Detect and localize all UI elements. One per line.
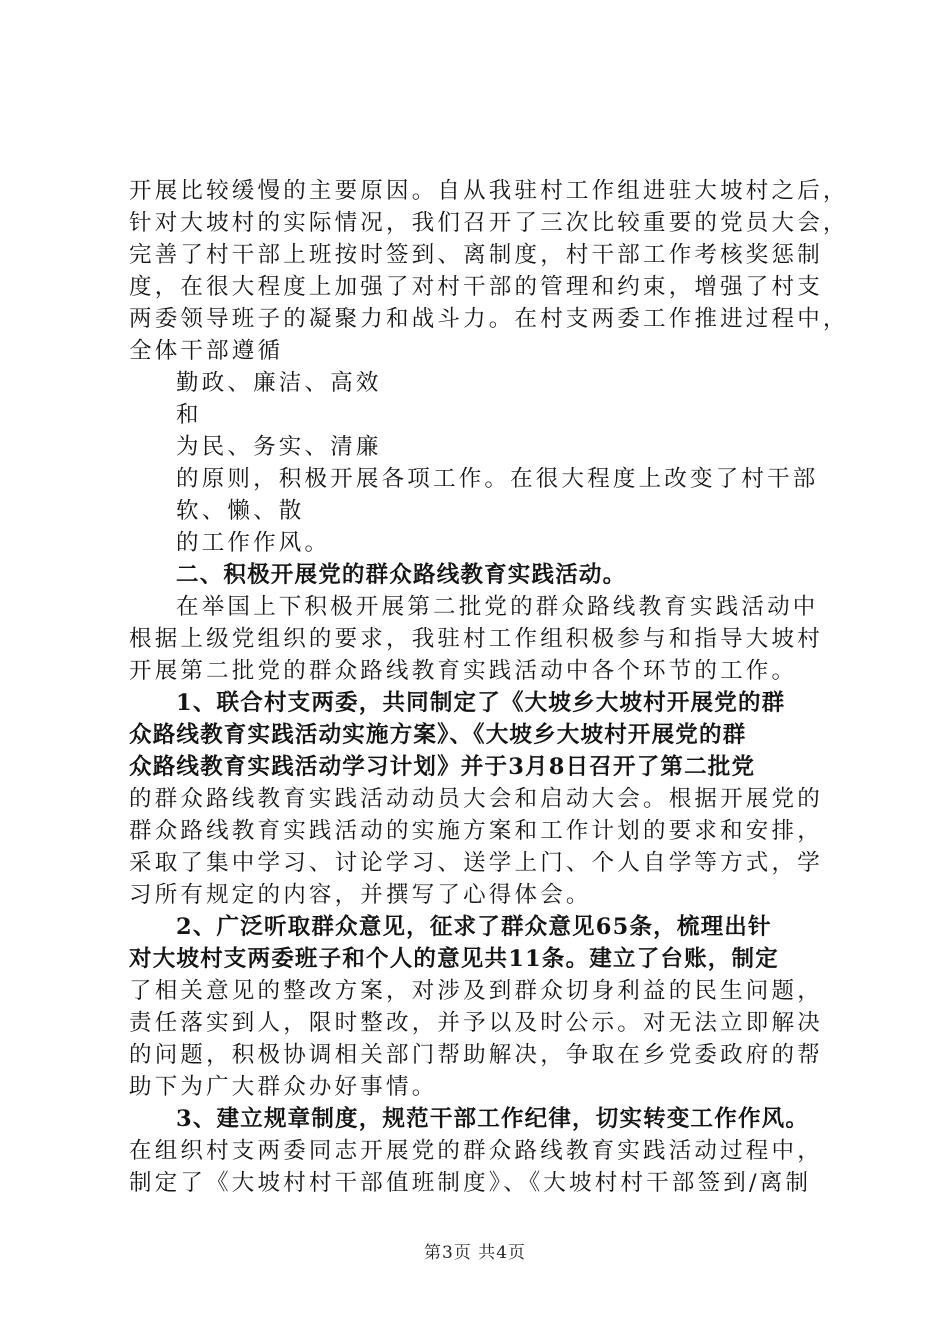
paragraph-line: 对大坡村支两委班子和个人的意见共11条。建立了台账，制定	[129, 946, 779, 972]
paragraph-line: 2、广泛听取群众意见，征求了群众意见65条，梳理出针	[176, 914, 772, 940]
page-number-footer: 第3页 共4页	[423, 1243, 527, 1263]
paragraph-line: 开展第二批党的群众路线教育实践活动中各个环节的工作。	[129, 658, 798, 684]
paragraph-line: 助下为广大群众办好事情。	[129, 1074, 438, 1100]
paragraph-line: 的问题，积极协调相关部门帮助解决，争取在乡党委政府的帮	[129, 1042, 823, 1068]
section-heading: 二、积极开展党的群众路线教育实践活动。	[176, 562, 627, 588]
quoted-phrase: 为民、务实、清廉	[176, 434, 382, 460]
paragraph-line: 众路线教育实践活动实施方案》、《大坡乡大坡村开展党的群	[129, 722, 747, 748]
paragraph-line: 在举国上下积极开展第二批党的群众路线教育实践活动中	[176, 594, 819, 620]
paragraph-line: 针对大坡村的实际情况，我们召开了三次比较重要的党员大会，	[129, 210, 849, 236]
paragraph-line: 责任落实到人，限时整改，并予以及时公示。对无法立即解决	[129, 1010, 823, 1036]
paragraph-line: 习所有规定的内容，并撰写了心得体会。	[129, 882, 592, 908]
paragraph-line: 了相关意见的整改方案，对涉及到群众切身利益的民生问题，	[129, 978, 823, 1004]
quoted-phrase: 软、懒、散	[176, 498, 305, 524]
paragraph-line: 3、建立规章制度，规范干部工作纪律，切实转变工作作风。	[176, 1106, 810, 1132]
paragraph-line: 的群众路线教育实践活动动员大会和启动大会。根据开展党的	[129, 786, 823, 812]
paragraph-line: 根据上级党组织的要求，我驻村工作组积极参与和指导大坡村	[129, 626, 823, 652]
paragraph-line: 两委领导班子的凝聚力和战斗力。在村支两委工作推进过程中，	[129, 306, 849, 332]
paragraph-line: 和	[176, 402, 202, 428]
paragraph-line: 的工作作风。	[176, 530, 331, 556]
paragraph-line: 1、联合村支两委，共同制定了《大坡乡大坡村开展党的群	[176, 690, 786, 716]
paragraph-line: 开展比较缓慢的主要原因。自从我驻村工作组进驻大坡村之后，	[129, 178, 849, 204]
paragraph-line: 完善了村干部上班按时签到、离制度，村干部工作考核奖惩制	[129, 242, 823, 268]
paragraph-line: 全体干部遵循	[129, 338, 284, 364]
paragraph-line: 采取了集中学习、讨论学习、送学上门、个人自学等方式，学	[129, 850, 823, 876]
paragraph-line: 群众路线教育实践活动的实施方案和工作计划的要求和安排，	[129, 818, 823, 844]
quoted-phrase: 勤政、廉洁、高效	[176, 370, 382, 396]
paragraph-line: 制定了《大坡村村干部值班制度》、《大坡村村干部签到/离制	[129, 1170, 812, 1196]
paragraph-line: 的原则，积极开展各项工作。在很大程度上改变了村干部	[176, 466, 819, 492]
paragraph-line: 在组织村支两委同志开展党的群众路线教育实践活动过程中，	[129, 1138, 823, 1164]
paragraph-line: 众路线教育实践活动学习计划》并于3月8日召开了第二批党	[129, 754, 756, 780]
paragraph-line: 度，在很大程度上加强了对村干部的管理和约束，增强了村支	[129, 274, 823, 300]
